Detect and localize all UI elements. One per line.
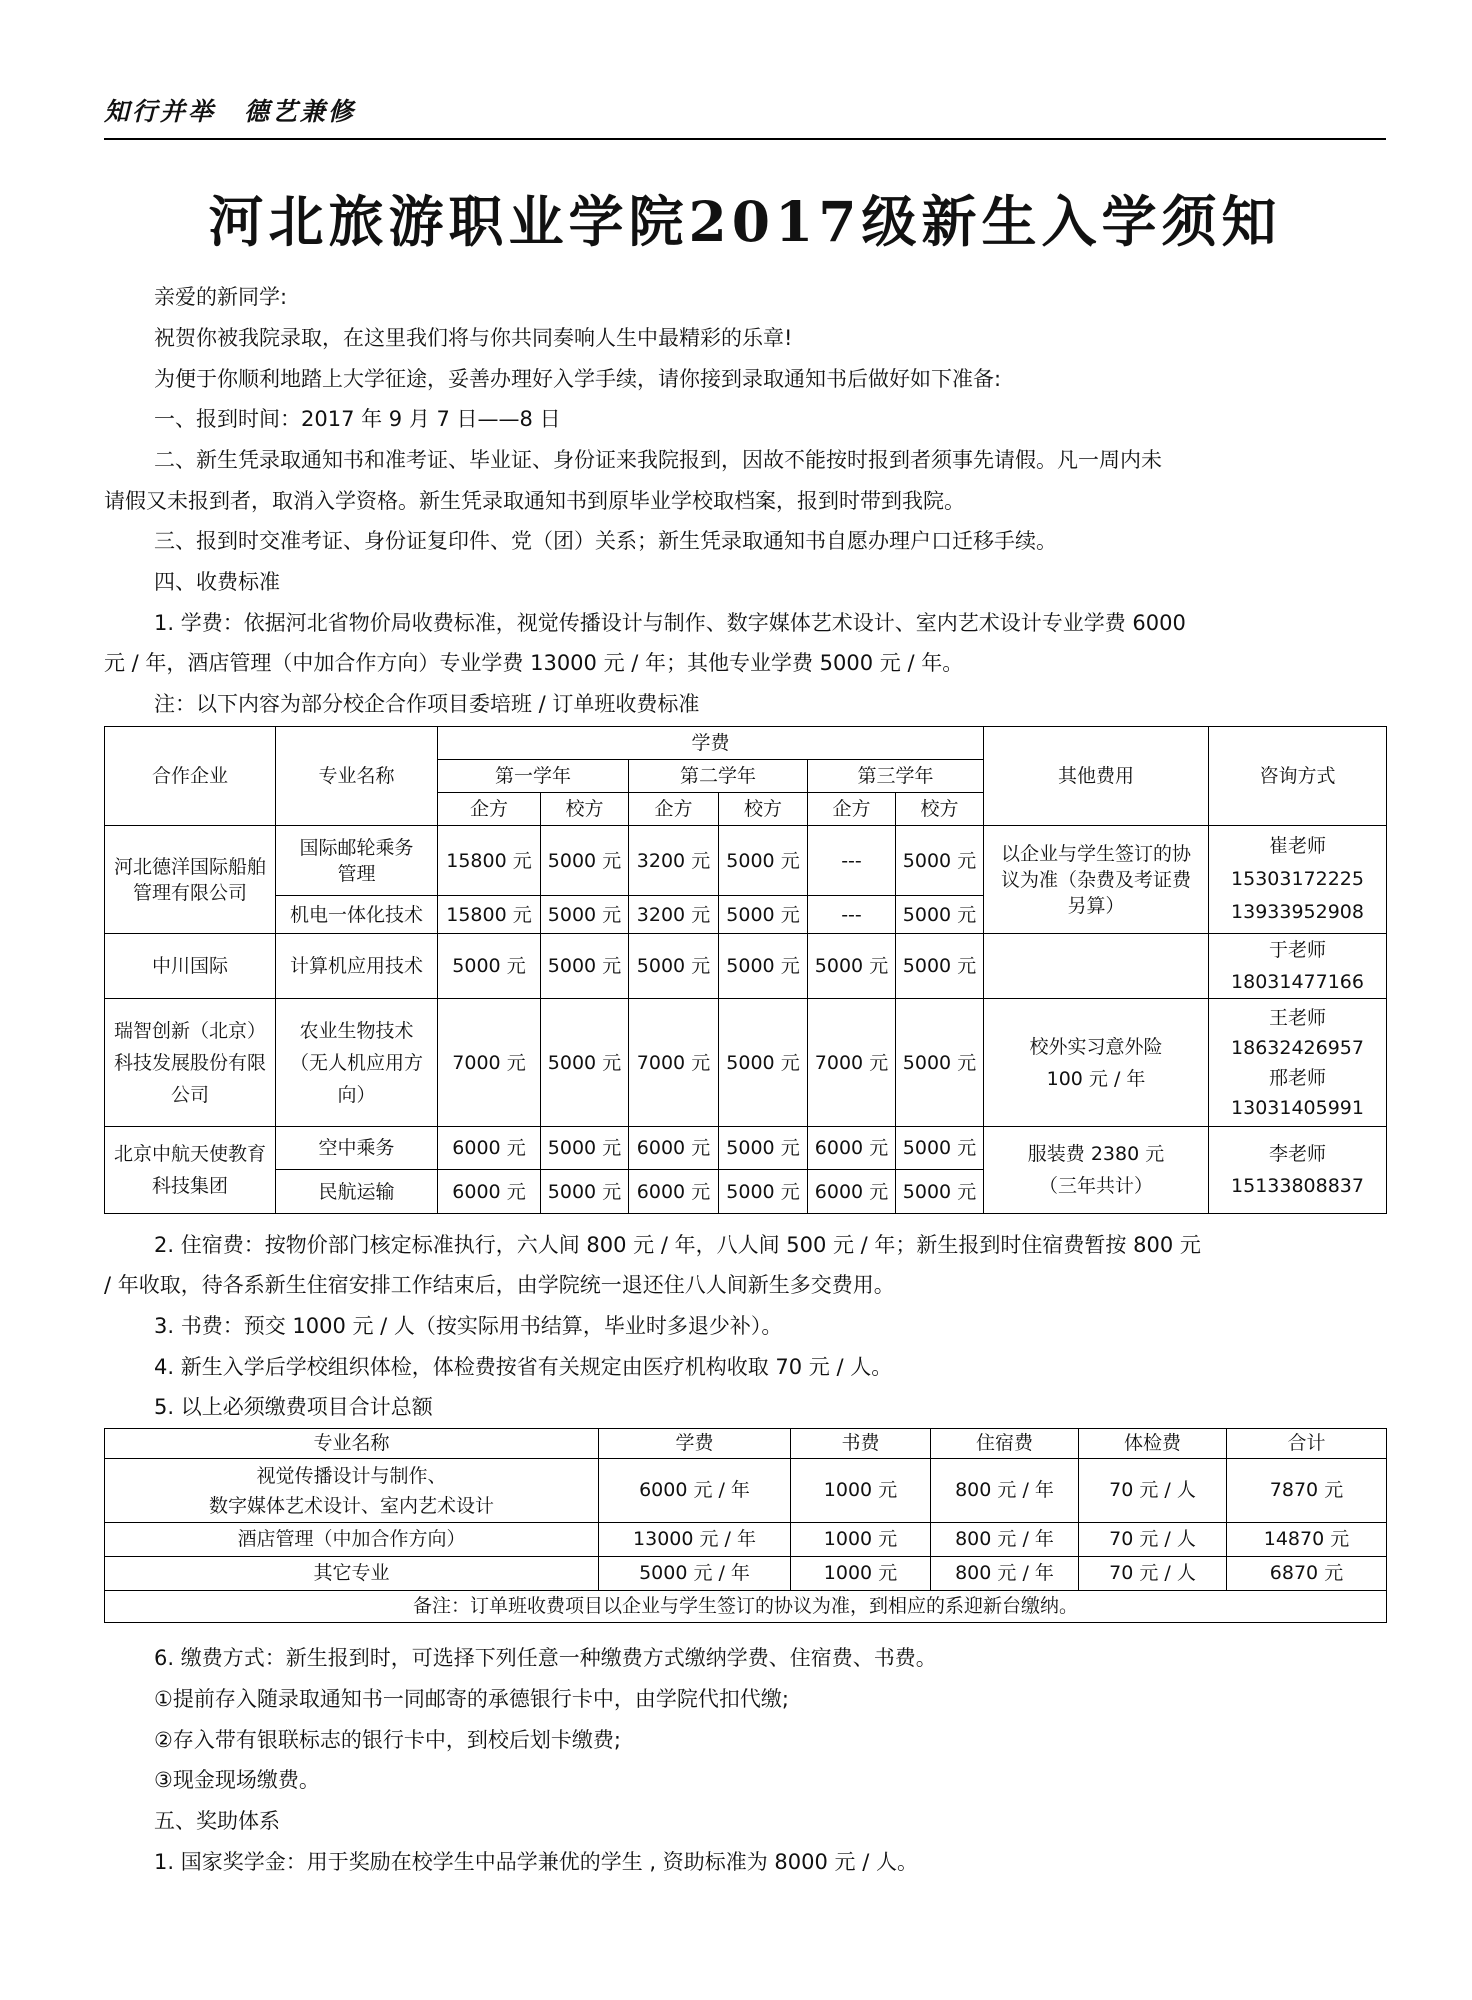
fee-cell: 5000 元 bbox=[541, 999, 629, 1127]
section-fees-heading: 四、收费标准 bbox=[154, 570, 280, 594]
fee-cell: 5000 元 bbox=[719, 1170, 808, 1214]
contact-cell: 李老师 15133808837 bbox=[1209, 1127, 1387, 1214]
col-header-book-fee: 书费 bbox=[791, 1429, 931, 1459]
fee-cell: 5000 元 bbox=[896, 934, 984, 999]
major-cell: 农业生物技术（无人机应用方向） bbox=[276, 999, 438, 1127]
fee-cell: 5000 元 bbox=[896, 896, 984, 934]
fee-cell: 5000 元 bbox=[629, 934, 719, 999]
fee-cell: 7000 元 bbox=[438, 999, 541, 1127]
fee-cell: 6000 元 bbox=[808, 1127, 896, 1170]
col-header-enterprise: 企方 bbox=[629, 793, 719, 826]
col-header-exam-fee: 体检费 bbox=[1079, 1429, 1227, 1459]
payment-heading: 6. 缴费方式：新生报到时，可选择下列任意一种缴费方式缴纳学费、住宿费、书费。 bbox=[154, 1646, 937, 1670]
fee-cell: 5000 元 bbox=[896, 1127, 984, 1170]
fee-cell: 5000 元 bbox=[541, 896, 629, 934]
fee-cell: 5000 元 bbox=[541, 826, 629, 896]
col-header-school: 校方 bbox=[719, 793, 808, 826]
major-cell: 其它专业 bbox=[105, 1557, 599, 1591]
col-header-enterprise: 企方 bbox=[808, 793, 896, 826]
company-cell: 瑞智创新（北京）科技发展股份有限公司 bbox=[105, 999, 276, 1127]
section-submissions: 三、报到时交准考证、身份证复印件、党（团）关系；新生凭录取通知书自愿办理户口迁移手续。 bbox=[154, 529, 1057, 553]
fee-cell: 5000 元 bbox=[896, 826, 984, 896]
coop-fee-table bbox=[104, 726, 1387, 1214]
national-scholarship-line: 1. 国家奖学金：用于奖励在校学生中品学兼优的学生 , 资助标准为 8000 元 / 人。 bbox=[154, 1850, 918, 1874]
fee-cell: 7000 元 bbox=[629, 999, 719, 1127]
fee-cell: 3200 元 bbox=[629, 896, 719, 934]
company-cell: 北京中航天使教育科技集团 bbox=[105, 1127, 276, 1214]
section-registration-time: 一、报到时间：2017 年 9 月 7 日——8 日 bbox=[154, 407, 561, 431]
fee-cell: 6000 元 bbox=[808, 1170, 896, 1214]
col-header-other-fees: 其他费用 bbox=[984, 727, 1209, 826]
fee-cell: 5000 元 bbox=[719, 934, 808, 999]
fee-cell: 15800 元 bbox=[438, 826, 541, 896]
major-cell: 视觉传播设计与制作、 数字媒体艺术设计、室内艺术设计 bbox=[105, 1459, 599, 1523]
payment-option-1: ①提前存入随录取通知书一同邮寄的承德银行卡中，由学院代扣代缴; bbox=[154, 1687, 789, 1711]
book-fee-line: 3. 书费：预交 1000 元 / 人（按实际用书结算，毕业时多退少补）。 bbox=[154, 1314, 783, 1338]
book-fee-cell: 1000 元 bbox=[791, 1557, 931, 1591]
major-cell: 国际邮轮乘务管理 bbox=[276, 826, 438, 896]
col-header-total: 合计 bbox=[1227, 1429, 1387, 1459]
fee-cell: 5000 元 bbox=[438, 934, 541, 999]
fee-cell: 5000 元 bbox=[808, 934, 896, 999]
prepare-line: 为便于你顺利地踏上大学征途，妥善办理好入学手续，请你接到录取通知书后做好如下准备: bbox=[154, 367, 1002, 391]
tuition-line1: 1. 学费：依据河北省物价局收费标准，视觉传播设计与制作、数字媒体艺术设计、室内艺术设计专业学费 6000 bbox=[154, 611, 1186, 635]
fee-cell: 7000 元 bbox=[808, 999, 896, 1127]
fee-cell: 6000 元 bbox=[629, 1127, 719, 1170]
exam-fee-cell: 70 元 / 人 bbox=[1079, 1557, 1227, 1591]
contact-cell: 于老师 18031477166 bbox=[1209, 934, 1387, 999]
dorm-fee-line1: 2. 住宿费：按物价部门核定标准执行，六人间 800 元 / 年，八人间 500 元 / 年；新生报到时住宿费暂按 800 元 bbox=[154, 1233, 1201, 1257]
col-header-tuition: 学费 bbox=[599, 1429, 791, 1459]
header-motto: 知行并举 德艺兼修 bbox=[104, 97, 357, 126]
tuition-line2: 元 / 年，酒店管理（中加合作方向）专业学费 13000 元 / 年；其他专业学费 5000 元 / 年。 bbox=[104, 651, 964, 675]
other-fees-cell: 校外实习意外险 100 元 / 年 bbox=[984, 999, 1209, 1127]
company-cell: 河北德洋国际船舶管理有限公司 bbox=[105, 826, 276, 934]
book-fee-cell: 1000 元 bbox=[791, 1523, 931, 1557]
coop-note: 注：以下内容为部分校企合作项目委培班 / 订单班收费标准 bbox=[154, 692, 700, 716]
fee-cell: 5000 元 bbox=[719, 999, 808, 1127]
contact-cell: 王老师 18632426957 邢老师 13031405991 bbox=[1209, 999, 1387, 1127]
fee-cell: 5000 元 bbox=[541, 1170, 629, 1214]
major-cell: 计算机应用技术 bbox=[276, 934, 438, 999]
payment-option-2: ②存入带有银联标志的银行卡中，到校后划卡缴费; bbox=[154, 1728, 621, 1752]
header-divider bbox=[104, 138, 1386, 140]
col-header-year1: 第一学年 bbox=[438, 760, 629, 793]
dorm-fee-cell: 800 元 / 年 bbox=[931, 1523, 1079, 1557]
col-header-contact: 咨询方式 bbox=[1209, 727, 1387, 826]
total-cell: 7870 元 bbox=[1227, 1459, 1387, 1523]
dorm-fee-line2: / 年收取，待各系新生住宿安排工作结束后，由学院统一退还住八人间新生多交费用。 bbox=[104, 1273, 895, 1297]
congrats-line: 祝贺你被我院录取，在这里我们将与你共同奏响人生中最精彩的乐章! bbox=[154, 326, 793, 350]
total-cell: 6870 元 bbox=[1227, 1557, 1387, 1591]
col-header-dorm-fee: 住宿费 bbox=[931, 1429, 1079, 1459]
fee-cell: 5000 元 bbox=[896, 999, 984, 1127]
section-documents-line1: 二、新生凭录取通知书和准考证、毕业证、身份证来我院报到，因故不能按时报到者须事先请假。凡一周内未 bbox=[154, 448, 1162, 472]
contact-cell: 崔老师 15303172225 13933952908 bbox=[1209, 826, 1387, 934]
fee-cell: --- bbox=[808, 896, 896, 934]
fee-cell: 5000 元 bbox=[541, 1127, 629, 1170]
major-cell: 机电一体化技术 bbox=[276, 896, 438, 934]
col-header-school: 校方 bbox=[541, 793, 629, 826]
other-fees-cell bbox=[984, 934, 1209, 999]
dorm-fee-cell: 800 元 / 年 bbox=[931, 1459, 1079, 1523]
payment-option-3: ③现金现场缴费。 bbox=[154, 1768, 320, 1792]
col-header-tuition: 学费 bbox=[438, 727, 984, 760]
fee-cell: 6000 元 bbox=[629, 1170, 719, 1214]
total-cell: 14870 元 bbox=[1227, 1523, 1387, 1557]
other-fees-cell: 以企业与学生签订的协议为准（杂费及考证费另算） bbox=[984, 826, 1209, 934]
col-header-enterprise: 企方 bbox=[438, 793, 541, 826]
fee-cell: 5000 元 bbox=[719, 826, 808, 896]
fee-cell: 5000 元 bbox=[719, 896, 808, 934]
fee-cell: 5000 元 bbox=[896, 1170, 984, 1214]
major-cell: 酒店管理（中加合作方向） bbox=[105, 1523, 599, 1557]
col-header-year3: 第三学年 bbox=[808, 760, 984, 793]
fee-cell: --- bbox=[808, 826, 896, 896]
fee-summary-table bbox=[104, 1428, 1387, 1623]
fee-cell: 15800 元 bbox=[438, 896, 541, 934]
aid-heading: 五、奖助体系 bbox=[154, 1809, 280, 1833]
greeting: 亲爱的新同学: bbox=[154, 285, 288, 309]
section-documents-line2: 请假又未报到者，取消入学资格。新生凭录取通知书到原毕业学校取档案，报到时带到我院。 bbox=[104, 489, 965, 513]
fee-cell: 6000 元 bbox=[438, 1127, 541, 1170]
fee-cell: 5000 元 bbox=[541, 934, 629, 999]
col-header-major: 专业名称 bbox=[105, 1429, 599, 1459]
summary-heading: 5. 以上必须缴费项目合计总额 bbox=[154, 1395, 433, 1419]
tuition-cell: 6000 元 / 年 bbox=[599, 1459, 791, 1523]
fee-cell: 5000 元 bbox=[719, 1127, 808, 1170]
physical-exam-line: 4. 新生入学后学校组织体检，体检费按省有关规定由医疗机构收取 70 元 / 人。 bbox=[154, 1355, 893, 1379]
col-header-year2: 第二学年 bbox=[629, 760, 808, 793]
dorm-fee-cell: 800 元 / 年 bbox=[931, 1557, 1079, 1591]
exam-fee-cell: 70 元 / 人 bbox=[1079, 1523, 1227, 1557]
page-title: 河北旅游职业学院2017级新生入学须知 bbox=[208, 189, 1282, 254]
exam-fee-cell: 70 元 / 人 bbox=[1079, 1459, 1227, 1523]
col-header-school: 校方 bbox=[896, 793, 984, 826]
major-cell: 民航运输 bbox=[276, 1170, 438, 1214]
book-fee-cell: 1000 元 bbox=[791, 1459, 931, 1523]
col-header-company: 合作企业 bbox=[105, 727, 276, 826]
summary-note: 备注：订单班收费项目以企业与学生签订的协议为准，到相应的系迎新台缴纳。 bbox=[105, 1591, 1387, 1623]
fee-cell: 3200 元 bbox=[629, 826, 719, 896]
tuition-cell: 5000 元 / 年 bbox=[599, 1557, 791, 1591]
tuition-cell: 13000 元 / 年 bbox=[599, 1523, 791, 1557]
company-cell: 中川国际 bbox=[105, 934, 276, 999]
major-cell: 空中乘务 bbox=[276, 1127, 438, 1170]
other-fees-cell: 服装费 2380 元 （三年共计） bbox=[984, 1127, 1209, 1214]
fee-cell: 6000 元 bbox=[438, 1170, 541, 1214]
col-header-major: 专业名称 bbox=[276, 727, 438, 826]
